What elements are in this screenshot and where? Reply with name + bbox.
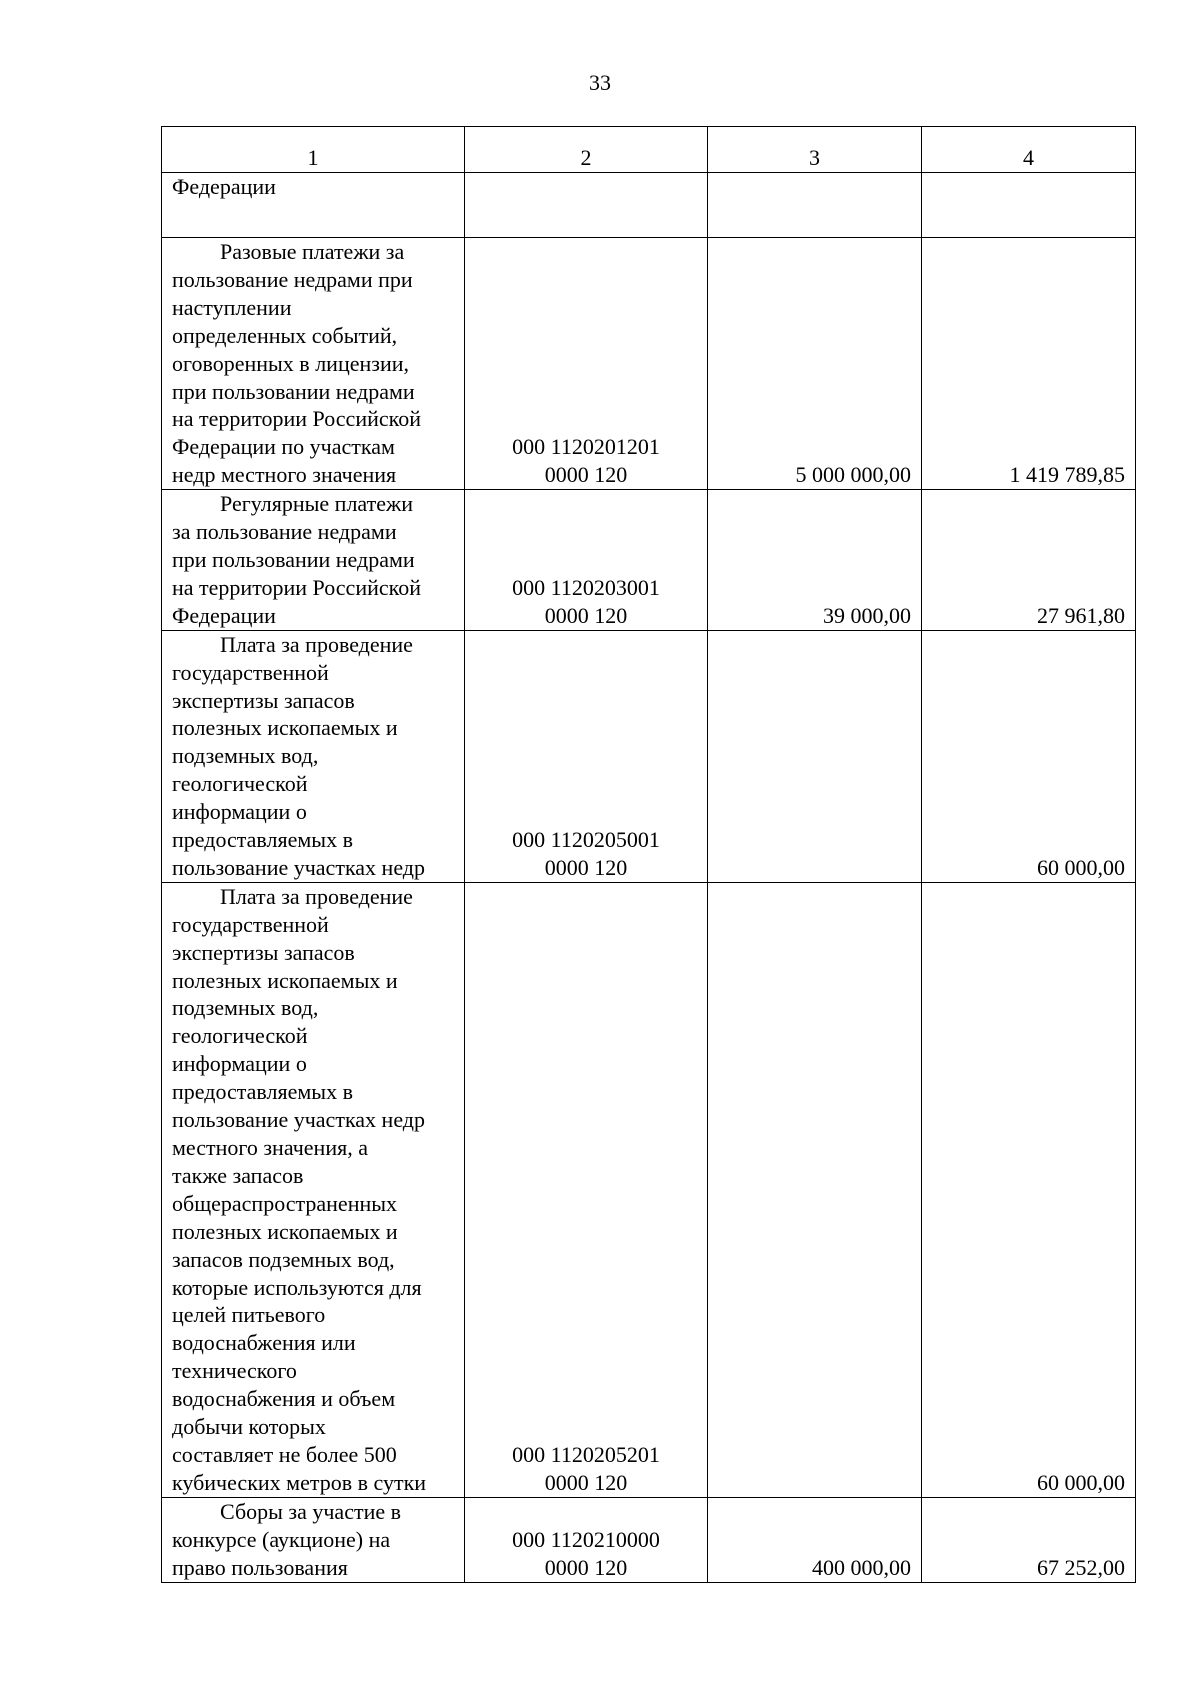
- row-name-cell: [162, 490, 465, 631]
- row-name-line: составляет не более 500: [172, 1441, 397, 1467]
- empty-cell: [922, 173, 1136, 238]
- table-row: [162, 490, 1136, 631]
- row-name-line: пользование недрами при: [172, 266, 413, 292]
- row-name-line: пользование участках недр: [172, 854, 425, 880]
- row-name-line: подземных вод,: [172, 743, 319, 769]
- row-name-line: оговоренных в лицензии,: [172, 350, 409, 376]
- column-header-3: 3: [708, 127, 922, 173]
- row-name-cell: [162, 1497, 465, 1582]
- row-name-line: запасов подземных вод,: [172, 1246, 395, 1272]
- row-name-line: водоснабжения или: [172, 1330, 356, 1356]
- row-plan-amount: [708, 630, 922, 882]
- table-header-row: [162, 127, 1136, 173]
- empty-cell: [465, 173, 708, 238]
- row-name-line: недр местного значения: [172, 462, 397, 488]
- row-code-line: 000 1120210000: [512, 1526, 660, 1552]
- row-name-line: на территории Российской: [172, 406, 421, 432]
- row-name-line: предоставляемых в: [172, 1079, 353, 1105]
- row-name-line: которые используются для: [172, 1274, 422, 1300]
- row-name-line: предоставляемых в: [172, 827, 353, 853]
- row-name-line: полезных ископаемых и: [172, 715, 398, 741]
- row-code-line: 000 1120205001: [512, 827, 660, 853]
- budget-table: [161, 126, 1136, 1583]
- row-name-line: за пользование недрами: [172, 519, 397, 545]
- row-name-line: кубических метров в сутки: [172, 1469, 427, 1495]
- column-header-4: 4: [922, 127, 1136, 173]
- row-name-line: экспертизы запасов: [172, 939, 355, 965]
- row-name-line: местного значения, а: [172, 1135, 368, 1160]
- row-name-line: определенных событий,: [172, 322, 398, 348]
- row-code-line: 000 1120203001: [512, 574, 660, 600]
- row-code-cell: [465, 1497, 708, 1582]
- row-name-line: государственной: [172, 659, 329, 685]
- row-name-line: конкурсе (аукционе) на: [172, 1526, 391, 1552]
- row-actual-amount: 27 961,80: [922, 490, 1136, 631]
- row-name-line: водоснабжения и объем: [172, 1386, 396, 1412]
- row-name-line: наступлении: [172, 294, 292, 320]
- row-name-line: целей питьевого: [172, 1302, 326, 1328]
- column-header-1: 1: [162, 127, 465, 173]
- row-actual-amount: 67 252,00: [922, 1497, 1136, 1582]
- empty-cell: [708, 173, 922, 238]
- row-name-cell: [162, 882, 465, 1497]
- table-row: [162, 238, 1136, 490]
- row-name-line: информации о: [172, 799, 307, 825]
- continuation-row: [162, 173, 1136, 238]
- row-plan-amount: [708, 882, 922, 1497]
- row-plan-amount: 5 000 000,00: [708, 238, 922, 490]
- continuation-text: Федерации: [162, 173, 465, 238]
- row-code-line: 0000 120: [544, 1554, 628, 1580]
- row-code-cell: [465, 490, 708, 631]
- row-name-line: пользование участках недр: [172, 1107, 425, 1133]
- row-name-line: геологической: [172, 1023, 308, 1049]
- row-name-line: также запасов: [172, 1162, 304, 1188]
- row-name-line: экспертизы запасов: [172, 687, 355, 713]
- row-name-cell: [162, 630, 465, 882]
- row-code-cell: [465, 630, 708, 882]
- row-name-line: на территории Российской: [172, 574, 421, 600]
- row-code-line: 0000 120: [544, 1469, 628, 1495]
- row-code-line: 0000 120: [544, 854, 628, 880]
- row-actual-amount: 1 419 789,85: [922, 238, 1136, 490]
- row-name-line: при пользовании недрами: [172, 546, 415, 572]
- row-name-line: информации о: [172, 1051, 307, 1077]
- row-name-line: технического: [172, 1358, 297, 1384]
- row-plan-amount: 400 000,00: [708, 1497, 922, 1582]
- row-name-line: право пользования: [172, 1554, 348, 1580]
- row-name-line: Федерации: [172, 602, 276, 628]
- row-name-line: подземных вод,: [172, 995, 319, 1021]
- row-name-line: государственной: [172, 911, 329, 937]
- row-name-line: добычи которых: [172, 1414, 326, 1440]
- row-name-line: Федерации по участкам: [172, 434, 395, 460]
- row-name-line: полезных ископаемых и: [172, 1218, 398, 1244]
- row-code-line: 000 1120201201: [512, 434, 660, 460]
- row-code-cell: [465, 238, 708, 490]
- row-name-line: [172, 490, 454, 518]
- row-name-text: Плата за проведение: [220, 883, 413, 909]
- row-name-line: [172, 631, 454, 659]
- row-name-line: при пользовании недрами: [172, 378, 415, 404]
- row-name-line: [172, 883, 454, 911]
- row-name-line: полезных ископаемых и: [172, 967, 398, 993]
- table-row: [162, 882, 1136, 1497]
- row-actual-amount: 60 000,00: [922, 630, 1136, 882]
- row-name-line: общераспространенных: [172, 1190, 398, 1216]
- row-code-line: 000 1120205201: [512, 1441, 660, 1467]
- row-name-text: Разовые платежи за: [220, 239, 405, 264]
- row-code-cell: [465, 882, 708, 1497]
- column-header-2: 2: [465, 127, 708, 173]
- row-name-line: [172, 238, 454, 266]
- row-name-line: [172, 1498, 454, 1526]
- page-number: 33: [589, 70, 611, 95]
- row-name-text: Регулярные платежи: [220, 491, 413, 517]
- row-plan-amount: 39 000,00: [708, 490, 922, 631]
- row-code-line: 0000 120: [544, 602, 628, 628]
- row-name-cell: [162, 238, 465, 490]
- table-row: [162, 630, 1136, 882]
- row-code-line: 0000 120: [544, 462, 628, 488]
- table-row: [162, 1497, 1136, 1582]
- row-name-text: Плата за проведение: [220, 631, 413, 657]
- row-name-text: Сборы за участие в: [220, 1498, 402, 1524]
- row-name-line: геологической: [172, 771, 308, 797]
- row-actual-amount: 60 000,00: [922, 882, 1136, 1497]
